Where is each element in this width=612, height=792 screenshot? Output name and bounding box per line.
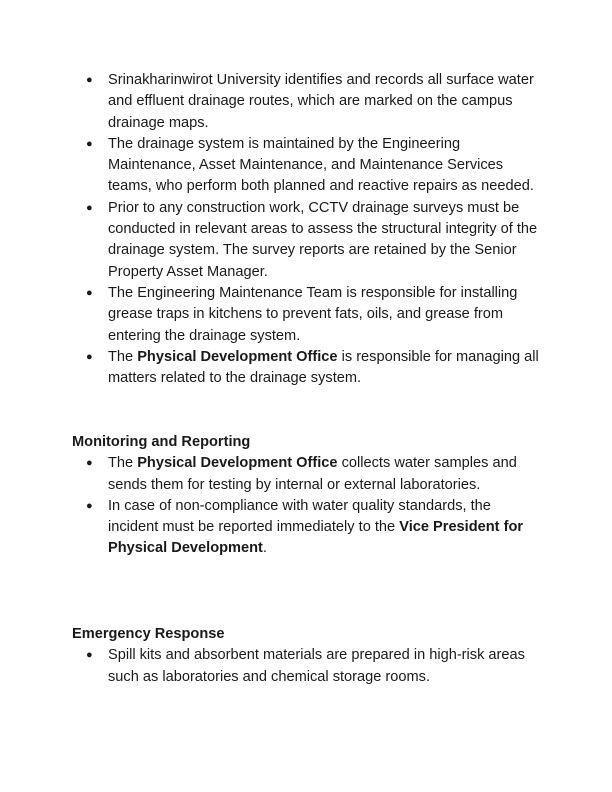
bullet-icon: ● bbox=[86, 201, 93, 214]
section-heading: Emergency Response bbox=[72, 626, 225, 642]
monitoring-bullet-list bbox=[72, 453, 542, 559]
list-item: ● In case of non-compliance with water quality standards, the incident must be reported immediately to the Vice President for Physical Development. bbox=[86, 497, 524, 557]
org-name: Physical Development Office bbox=[137, 455, 338, 472]
bullet-icon: ● bbox=[86, 286, 93, 299]
bullet-icon: ● bbox=[86, 457, 93, 470]
bullet-icon: ● bbox=[86, 499, 93, 512]
drainage-management-section bbox=[72, 70, 542, 389]
bullet-icon: ● bbox=[86, 350, 93, 363]
drainage-bullet-list bbox=[72, 70, 542, 389]
list-item: ● Srinakharinwirot University identifies and records all surface water and effluent drainage routes, which are marked on the campus drainage maps. bbox=[86, 72, 534, 131]
section-heading: Monitoring and Reporting bbox=[72, 434, 251, 450]
bullet-icon: ● bbox=[86, 649, 93, 662]
list-item: ● The drainage system is maintained by the Engineering Maintenance, Asset Maintenance, and Maintenance Services teams, who perform both planned and reactive repairs as needed. bbox=[86, 135, 534, 195]
emergency-bullet-list bbox=[72, 645, 542, 688]
emergency-section bbox=[72, 624, 542, 688]
list-item: ● The Engineering Maintenance Team is responsible for installing grease traps in kitchens to prevent fats, oils, and grease from entering the drainage system. bbox=[86, 284, 518, 344]
list-item: ● Prior to any construction work, CCTV drainage surveys must be conducted in relevant areas to assess the structural integrity of the drainage system. The survey reports are retained by the Senior Property Asset Manager. bbox=[86, 199, 538, 280]
bullet-icon: ● bbox=[86, 74, 93, 86]
bullet-icon: ● bbox=[86, 137, 93, 150]
role-name: Vice President for Physical Development bbox=[108, 519, 524, 557]
monitoring-section bbox=[72, 432, 542, 560]
list-item: ● The Physical Development Office is responsible for managing all matters related to the drainage system. bbox=[86, 348, 539, 387]
org-name: Physical Development Office bbox=[137, 348, 338, 365]
list-item: ● Spill kits and absorbent materials are prepared in high-risk areas such as laboratories and chemical storage rooms. bbox=[86, 647, 525, 685]
list-item: ● The Physical Development Office collects water samples and sends them for testing by internal or external laboratories. bbox=[86, 455, 517, 493]
